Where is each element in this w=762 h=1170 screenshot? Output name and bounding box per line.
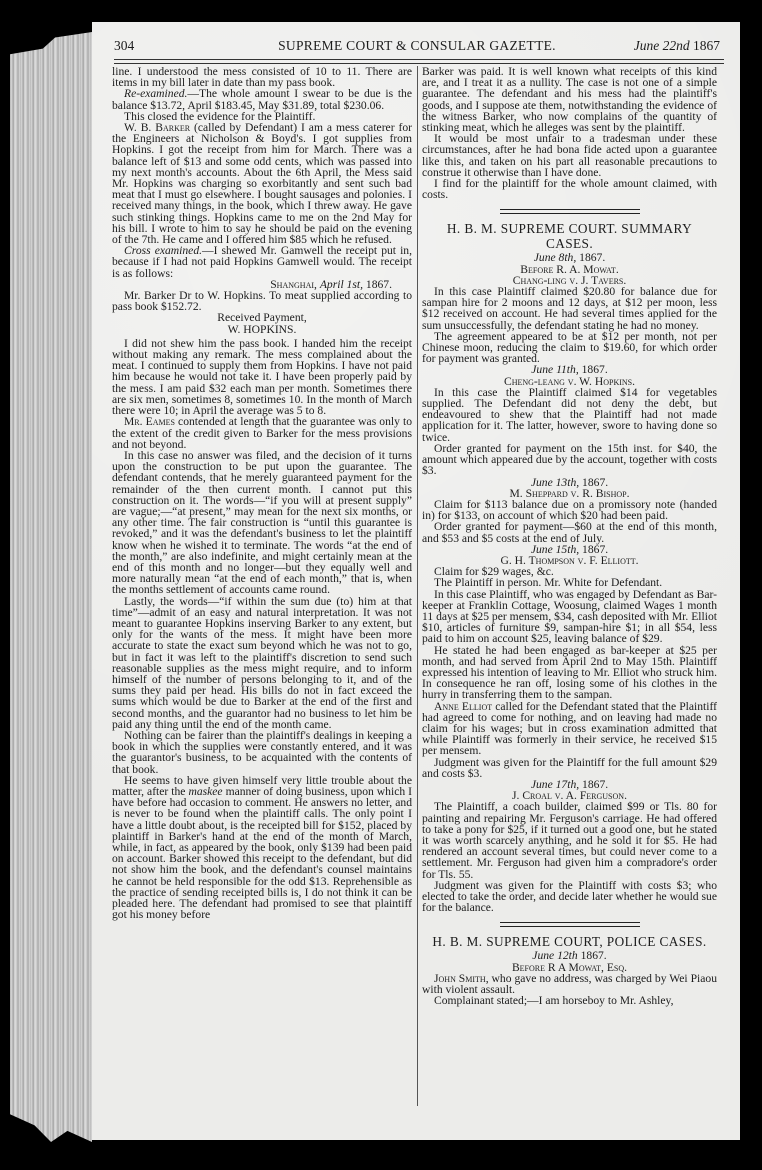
paragraph: In this case Plaintiff claimed $20.80 for balance due for sampan hire for 2 moons and 12 days, at $12 per moon, less $12 received on account. He had several times applied for the sum unsuccessfully, the defendant stating he had no money. xyxy=(422,285,717,332)
header-rule xyxy=(114,59,724,64)
paragraph: Order granted for payment on the 15th inst. for $40, the amount which appeared due by the account, together with costs $3. xyxy=(422,441,717,478)
paragraph: He stated he had been engaged as bar-keeper at $25 per month, and had served from April 2nd to May 15th. Plaintiff expressed his intention of leaving to Mr. Elliot who struck him. In consequence he ran off, losing some of his clothes in the hurry in transferring them to the sampan. xyxy=(422,643,717,702)
case-title: J. Croal v. A. Ferguson. xyxy=(512,789,627,803)
paragraph: I did not shew him the pass book. I handed him the receipt without making any remark. The mess complained about the meat. I continued to supply them from Hopkins. I have not paid him because he would not take it. I have been properly paid by the mess. I am paid $32 each man per month. Sometimes there are six men, sometimes 8, sometimes 10. In the month of March there were 10; in April the average was 5 to 8. xyxy=(112,336,412,418)
paragraph: Re-examined.—The whole amount I swear to be due is the balance $13.72, April $183.45, May $31.89, total $230.06. xyxy=(112,87,412,112)
case-date: June 13th, 1867. xyxy=(530,475,609,489)
paragraph: Complainant stated;—I am horseboy to Mr. Ashley, xyxy=(434,994,674,1008)
issue-date: June 22nd 1867 xyxy=(633,38,720,53)
right-column xyxy=(422,66,717,1006)
judge-line: Before R A Mowat, Esq. xyxy=(511,960,628,974)
case-title: M. Sheppard v. R. Bishop. xyxy=(509,486,630,500)
paragraph: Claim for $29 wages, &c. xyxy=(434,565,554,579)
paragraph: Judgment was given for the Plaintiff with costs $3; who elected to take the order, and decide later whether he would sue for the balance. xyxy=(422,878,717,915)
paragraph: John Smith, who gave no address, was charged by Wei Piaou with violent assault. xyxy=(422,971,717,997)
section-rule xyxy=(500,209,640,214)
case-title: G. H. Thompson v. F. Elliott. xyxy=(500,553,639,567)
case-date: June 17th, 1867. xyxy=(530,777,609,791)
page-number: 304 xyxy=(114,38,135,53)
receipt-dateline: Shanghai, April 1st, 1867. xyxy=(270,277,392,291)
gazette-page xyxy=(92,22,740,1140)
paragraph: Mr. Eames contended at length that the guarantee was only to the extent of the credit given to Barker for the mess provisions and not beyond. xyxy=(112,415,413,451)
publication-title: SUPREME COURT & CONSULAR GAZETTE. xyxy=(278,38,556,53)
paragraph: The agreement appeared to be at $12 per month, not per Chinese moon, reducing the claim to $19.60, for which order for payment was granted. xyxy=(422,329,717,366)
receipt-received: Received Payment, xyxy=(217,311,307,325)
receipt-signature: W. HOPKINS. xyxy=(227,322,297,336)
column-divider xyxy=(417,66,418,1106)
section-heading-summary-cases: H. B. M. SUPREME COURT. SUMMARY CASES. xyxy=(446,221,693,252)
paragraph: line. I understood the mess consisted of 10 to 11. There are items in my bill later in date than my pass book. xyxy=(112,65,412,90)
paragraph: He seems to have given himself very little trouble about the matter, after the maskee manner of doing business, upon which I have before had occasion to comment. He answers no letter, and is never to be found when the plaintiff calls. The only point I have a little doubt about, is the receipted bill for $152, placed by plaintiff in Barker's hand at the end of the month of March, while, in fact, as appeared by the book, only $139 had been paid on account. Barker showed this receipt to the defendant, but did not show him the book, and the defendant's counsel maintains he cannot be held responsible for the odd $13. Reprehensible as the practice of sending receipted bills is, I do not think it can be pleaded here. The defendant had promised to see that plaintiff got his money before xyxy=(112,773,412,922)
paragraph: This closed the evidence for the Plaintiff. xyxy=(124,109,316,123)
paragraph: Barker was paid. It is well known what receipts of this kind are, and I treat it as a nullity. The case is not one of a simple guarantee. The defendant and his mess had the plaintiff's goods, and I suppose ate them, notwithstanding the evidence of the witness Barker, who now complains of the quantity of stinking meat, which he alleges was sent by the plaintiff. xyxy=(422,65,717,135)
paragraph: The Plaintiff, a coach builder, claimed $99 or Tls. 80 for painting and repairing Mr. Ferguson's carriage. He had offered to take a pony for $25, if it turned out a good one, but he stated it was worth scarcely anything, and he sold it for $5. He had rendered an account several times, but could never come to a settlement. Mr. Ferguson had given him a compradore's order for Tls. 55. xyxy=(422,800,717,881)
paragraph: In this case the Plaintiff claimed $14 for vegetables supplied. The Defendant did not deny the debt, but endeavoured to shew that the Plaintiff had not made application for it. The latter, however, swore to having done so twice. xyxy=(422,385,717,444)
left-column xyxy=(112,66,412,920)
running-header xyxy=(114,38,720,56)
paragraph: In this case Plaintiff, who was engaged by Defendant as Bar-keeper at Franklin Cottage, Woosung, claimed Wages 1 month 11 days at $25 per mensem, $34, cash deposited with Mr. Elliot $10, articles of furniture $9, sampan-hire $1; in all $54, less paid to him on account $25, leaving balance of $29. xyxy=(422,587,717,646)
paragraph: W. B. Barker (called by Defendant) I am a mess caterer for the Engineers at Nicholson & Boyd's. I got supplies from Hopkins. I got the receipt from him for March. There was a balance left of $13 and some odd cents, which was passed into my next month's accounts. About the 6th April, the Mess said Mr. Hopkins was charging so exorbitantly and sent such bad meat that I must go elsewhere. I bought sausages and polonies. I received many things, in the book, which I threw away. He gave such stinking things. Hopkins came to me on the 2nd May for his bill. I wrote to him to say he should be paid on the evening of the 7th. He came and I offered him $85 which he refused. xyxy=(112,121,412,247)
case-title: Chang-ling v. J. Tavers. xyxy=(512,273,627,287)
paragraph: Judgment was given for the Plaintiff for the full amount $29 and costs $3. xyxy=(422,755,717,780)
paragraph: Claim for $113 balance due on a promissory note (handed in) for $133, on account of which $20 had been paid. xyxy=(422,497,717,523)
paragraph: The Plaintiff in person. Mr. White for Defendant. xyxy=(434,576,663,590)
section-rule xyxy=(500,922,640,927)
book-page-stack-edge xyxy=(10,32,92,1142)
case-title: Cheng-leang v. W. Hopkins. xyxy=(503,374,636,388)
section-heading-police-cases: H. B. M. SUPREME COURT, POLICE CASES. xyxy=(432,934,707,950)
receipt-body: Mr. Barker Dr to W. Hopkins. To meat supplied according to pass book $152.72. xyxy=(112,289,412,314)
paragraph: Cross examined.—I shewed Mr. Gamwell the receipt put in, because if I had not paid Hopkins Gamwell would. The receipt is as follows: xyxy=(112,244,412,280)
case-date: June 15th, 1867. xyxy=(530,542,609,556)
paragraph: Order granted for payment—$60 at the end of this month, and $53 and $5 costs at the end of July. xyxy=(422,520,717,545)
paragraph: Nothing can be fairer than the plaintiff's dealings in keeping a book in which the supplies were constantly entered, and it was the guarantor's business, to be acquainted with the contents of that book. xyxy=(112,728,412,776)
case-date: June 8th, 1867. xyxy=(533,251,606,265)
case-date: June 11th, 1867. xyxy=(531,363,608,377)
case-date: June 12th 1867. xyxy=(532,949,607,963)
paragraph: It would be most unfair to a tradesman under these circumstances, after he had bona fide acted upon a guarantee like this, and taken on his part all reasonable precautions to construe it otherwise than I have done. xyxy=(422,132,717,179)
judge-line: Before R. A. Mowat. xyxy=(520,262,619,276)
paragraph: In this case no answer was filed, and the decision of it turns upon the construction to be put upon the guarantee. The defendant contends, that he merely guaranteed payment for the remainder of the then current month. I cannot put this construction on it. The words—“if you will at present supply” are vague;—“at present,” may mean for the next six months, or any other time. The fair construction is “until this guarantee is revoked,” and it was the defendant's business to let the plaintiff know when he wished it to terminate. The words “at the end of the month,” are also indefinite, and might certainly mean at the end of this month and no longer—but they equally well and more naturally mean “at the end of each month,” that is, when the months settlement of accounts came round. xyxy=(112,448,412,597)
paragraph: I find for the plaintiff for the whole amount claimed, with costs. xyxy=(422,177,717,202)
paragraph: Lastly, the words—“if within the sum due (to) him at that time”—admit of an easy and natural interpretation. It was not meant to guarantee Hopkins inserving Barker to any extent, but only for the wants of the mess. It might have been more accurate to state the exact sum beyond which he was not to go, but in fact it was left to the plaintiff's discretion to send such reasonable supplies as the mess might require, and to inform himself of the number of persons belonging to it, and of the sums they paid per head. His bills do not in fact exceed the sums which would be due to Barker at the end of the first and second months, and the guarantor had no business to let him be paid any thing until the end of the month came. xyxy=(112,594,412,731)
paragraph: Anne Elliot called for the Defendant stated that the Plaintiff had agreed to come for nothing, and on leaving had made no claim for his wages; but in cross examination admitted that while Plaintiff was formerly in their service, he received $15 per mensem. xyxy=(422,699,717,758)
